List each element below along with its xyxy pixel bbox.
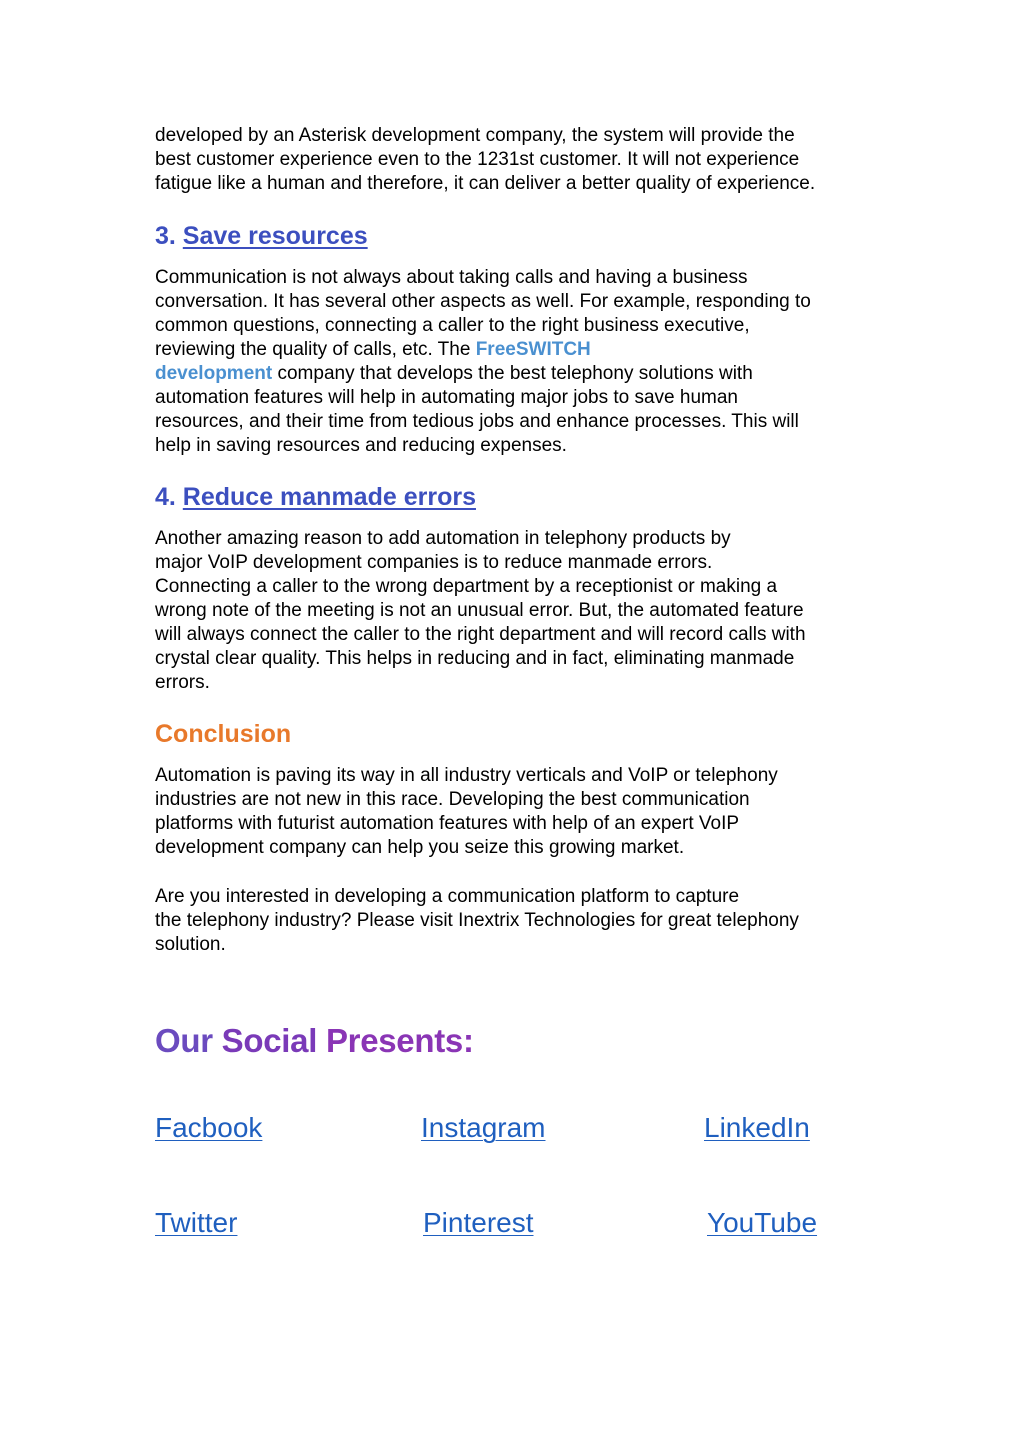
text-line: Communication is not always about taking calls and having a business <box>155 267 748 288</box>
youtube-link[interactable]: YouTube <box>707 1207 818 1238</box>
conclusion-paragraph-2 <box>155 885 799 957</box>
section-number: 4. <box>155 483 183 511</box>
facebook-link[interactable]: Facbook <box>155 1112 263 1143</box>
text-line: Are you interested in developing a communication platform to capture <box>155 886 740 907</box>
freeswitch-link-part2[interactable]: development <box>155 363 273 384</box>
text-line: resources, and their time from tedious jobs and enhance processes. This will <box>155 411 799 432</box>
text-line: best customer experience even to the 1231st customer. It will not experience <box>155 149 800 170</box>
intro-paragraph <box>155 124 815 196</box>
text-line <box>155 362 811 386</box>
social-title-word: Presents: <box>325 1022 474 1059</box>
social-title <box>155 1021 474 1061</box>
text-line: development company can help you seize this growing market. <box>155 837 685 858</box>
text-line: major VoIP development companies is to reduce manmade errors. <box>155 552 713 573</box>
text-line: Connecting a caller to the wrong department by a receptionist or making a <box>155 576 778 597</box>
text-line: help in saving resources and reducing expenses. <box>155 435 567 456</box>
text-line: the telephony industry? Please visit Inextrix Technologies for great telephony <box>155 910 799 931</box>
linkedin-link[interactable]: LinkedIn <box>704 1112 810 1143</box>
text-line: industries are not new in this race. Developing the best communication <box>155 789 750 810</box>
section-3-paragraph <box>155 266 811 458</box>
conclusion-heading: Conclusion <box>155 720 292 748</box>
text-line <box>155 338 811 362</box>
text-line: common questions, connecting a caller to the right business executive, <box>155 315 750 336</box>
text-line: wrong note of the meeting is not an unusual error. But, the automated feature <box>155 600 804 621</box>
text-line: automation features will help in automating major jobs to save human <box>155 387 738 408</box>
pinterest-link[interactable]: Pinterest <box>423 1207 534 1238</box>
text-line: Automation is paving its way in all industry verticals and VoIP or telephony <box>155 765 778 786</box>
save-resources-link[interactable]: Save resources <box>182 222 368 250</box>
text-line: developed by an Asterisk development company, the system will provide the <box>155 125 795 146</box>
text-line: crystal clear quality. This helps in reducing and in fact, eliminating manmade <box>155 648 795 669</box>
text-line: will always connect the caller to the right department and will record calls with <box>155 624 806 645</box>
freeswitch-link-part1[interactable]: FreeSWITCH <box>475 339 591 360</box>
section-number: 3. <box>155 222 183 250</box>
text-line: solution. <box>155 934 226 955</box>
twitter-link[interactable]: Twitter <box>155 1207 238 1238</box>
text-line: Another amazing reason to add automation in telephony products by <box>155 528 731 549</box>
text-segment: reviewing the quality of calls, etc. The <box>155 339 476 360</box>
instagram-link[interactable]: Instagram <box>421 1112 546 1143</box>
text-line: platforms with futurist automation features with help of an expert VoIP <box>155 813 740 834</box>
section-4-paragraph <box>155 527 806 695</box>
social-title-word: Social <box>221 1022 318 1059</box>
text-segment: company that develops the best telephony solutions with <box>272 363 753 384</box>
section-3-heading <box>155 221 368 251</box>
text-line: errors. <box>155 672 210 693</box>
social-title-word: Our <box>155 1022 213 1059</box>
conclusion-paragraph-1 <box>155 764 778 860</box>
section-4-heading <box>155 482 476 512</box>
text-line: fatigue like a human and therefore, it can deliver a better quality of experience. <box>155 173 816 194</box>
text-line: conversation. It has several other aspects as well. For example, responding to <box>155 291 811 312</box>
reduce-manmade-errors-link[interactable]: Reduce manmade errors <box>182 483 476 511</box>
